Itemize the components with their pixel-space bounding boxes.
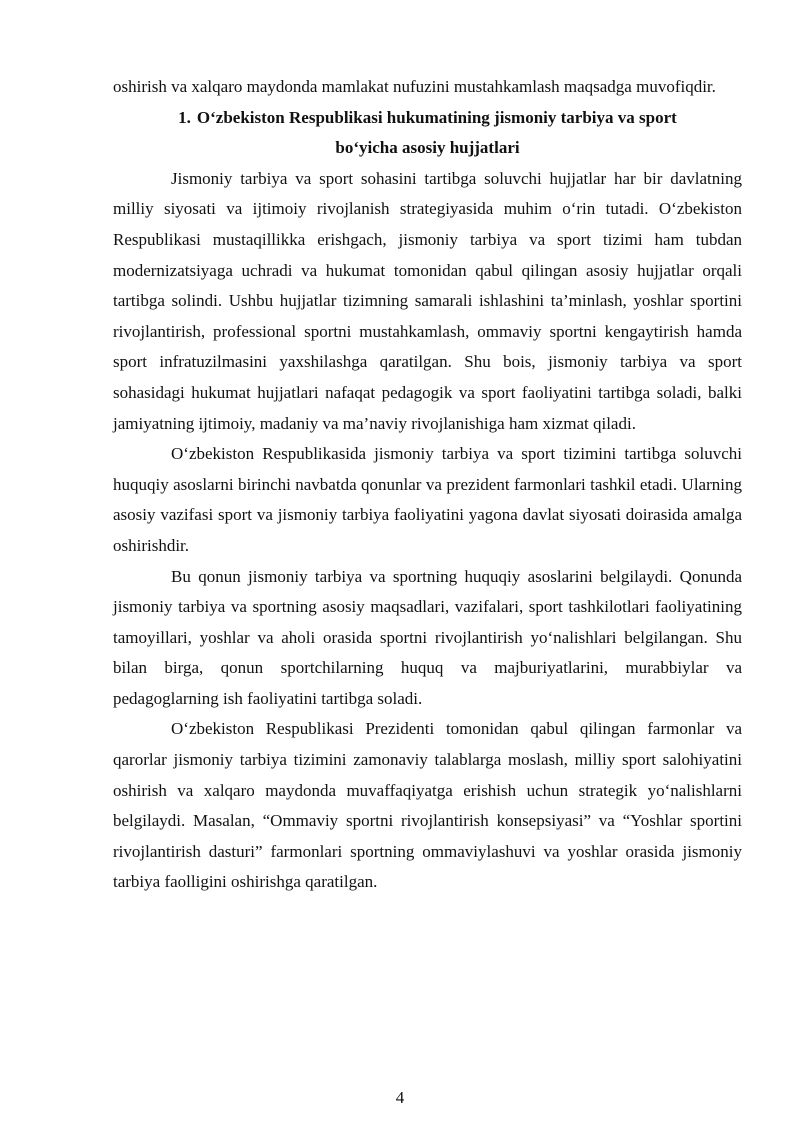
section-title-line-2: bo‘yicha asosiy hujjatlari	[335, 138, 520, 158]
body-paragraph-4: O‘zbekiston Respublikasi Prezidenti tomonidan qabul qilingan farmonlar va qarorlar jismoniy tarbiya tizimini zamonaviy talablarga moslash, milliy sport salohiyatini oshirish va xalqaro maydonda muvaffaqiyatga erishish uchun strategik yo‘nalishlarni belgilaydi. Masalan, “Ommaviy sportni rivojlantirish konsepsiyasi” va “Yoshlar sportini rivojlantirish dasturi” farmonlari sportning ommaviylashuvi va yoshlar orasida jismoniy tarbiya faolligini oshirishga qaratilgan.	[113, 719, 742, 892]
body-paragraph-1: Jismoniy tarbiya va sport sohasini tartibga soluvchi hujjatlar har bir davlatning milliy siyosati va ijtimoiy rivojlanish strategiyasida muhim o‘rin tutadi. O‘zbekiston Respublikasi mustaqillikka erishgach, jismoniy tarbiya va sport tizimi ham tubdan modernizatsiyaga uchradi va hukumat tomonidan qabul qilingan asosiy hujjatlar orqali tartibga solindi. Ushbu hujjatlar tizimning samarali ishlashini ta’minlash, yoshlar sportini rivojlantirish, professional sportni mustahkamlash, ommaviy sportni kengaytirish hamda sport infratuzilmasini yaxshilashga qaratilgan. Shu bois, jismoniy tarbiya va sport sohasidagi hukumat hujjatlari nafaqat pedagogik va sport faoliyatini tartibga soladi, balki jamiyatning ijtimoiy, madaniy va ma’naviy rivojlanishiga ham xizmat qiladi.	[113, 168, 742, 433]
page-number: 4	[395, 1088, 405, 1107]
section-heading-line-1	[113, 103, 742, 134]
section-number: 1.	[178, 107, 191, 127]
section-title-line-1: O‘zbekiston Respublikasi hukumatining jismoniy tarbiya va sport	[196, 107, 677, 127]
body-paragraph-2: O‘zbekiston Respublikasida jismoniy tarbiya va sport tizimini tartibga soluvchi huquqiy asoslarni birinchi navbatda qonunlar va prezident farmonlari tashkil etadi. Ularning asosiy vazifasi sport va jismoniy tarbiya faoliyatini yagona davlat siyosati doirasida amalga oshirishdir.	[113, 444, 742, 555]
body-paragraph-3: Bu qonun jismoniy tarbiya va sportning huquqiy asoslarini belgilaydi. Qonunda jismoniy tarbiya va sportning asosiy maqsadlari, vazifalari, sport tashkilotlari faoliyatining tamoyillari, yoshlar va aholi orasida sportni rivojlantirish yo‘nalishlari belgilangan. Shu bilan birga, qonun sportchilarning huquq va majburiyatlarini, murabbiylar va pedagoglarning ish faoliyatini tartibga soladi.	[113, 566, 742, 708]
document-page	[113, 72, 742, 898]
intro-paragraph: oshirish va xalqaro maydonda mamlakat nufuzini mustahkamlash maqsadga muvofiqdir.	[113, 77, 716, 96]
section-heading	[113, 103, 742, 164]
section-heading-line-2	[113, 133, 742, 164]
